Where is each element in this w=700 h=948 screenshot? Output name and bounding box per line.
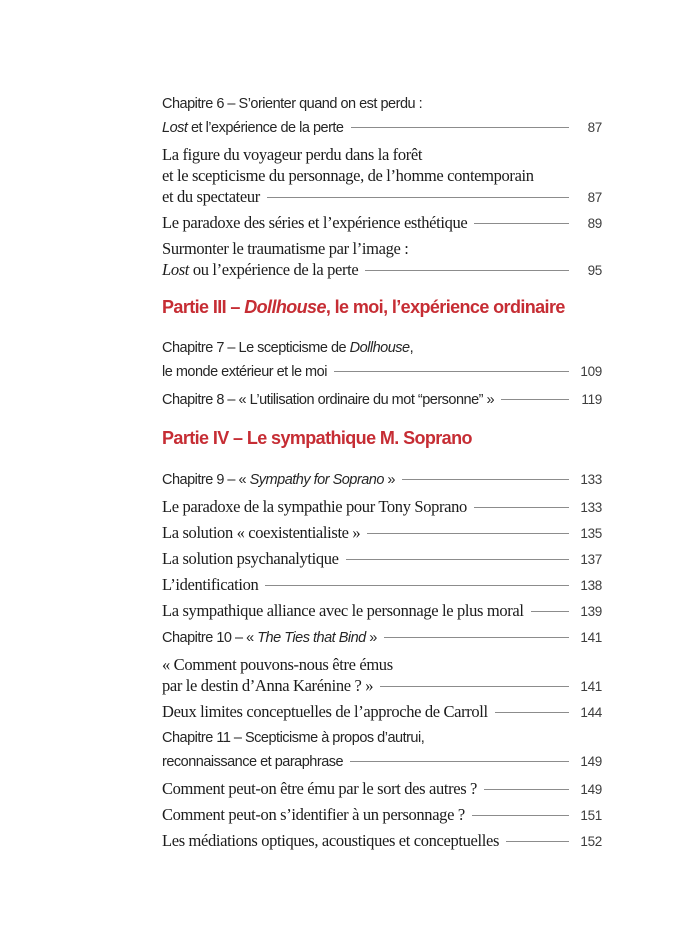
entry-line <box>162 360 602 384</box>
text-segment: La sympathique alliance avec le personnage le plus moral <box>162 601 524 620</box>
toc-entry <box>162 804 602 826</box>
text-segment: Chapitre 10 – « <box>162 630 258 646</box>
page-number: 119 <box>581 392 602 407</box>
entry-line <box>162 548 602 570</box>
text-segment: ou l’expérience de la perte <box>189 260 359 279</box>
toc-entry <box>162 337 602 384</box>
leader-line <box>346 559 569 560</box>
entry-text <box>162 655 393 674</box>
leader-line <box>484 789 569 790</box>
toc-entry <box>162 626 602 650</box>
part-heading <box>162 295 602 319</box>
entry-text <box>162 212 467 233</box>
text-segment: Deux limites conceptuelles de l’approche de Carroll <box>162 702 488 721</box>
leader-line <box>495 712 569 713</box>
toc-list <box>162 93 602 852</box>
leader-line <box>506 841 569 842</box>
page-number: 137 <box>580 552 602 567</box>
leader-line <box>402 479 569 480</box>
entry-line <box>162 778 602 800</box>
text-segment: Chapitre 9 – « <box>162 472 250 488</box>
toc-entry <box>162 496 602 518</box>
entry-text <box>162 627 377 650</box>
text-segment: Les médiations optiques, acoustiques et conceptuelles <box>162 831 500 850</box>
entry-text <box>162 804 465 825</box>
text-segment: La figure du voyageur perdu dans la forêt <box>162 145 423 164</box>
entry-text <box>162 259 358 280</box>
entry-text <box>162 496 467 517</box>
page-number: 151 <box>580 808 602 823</box>
toc-entry <box>162 600 602 622</box>
entry-line <box>162 574 602 596</box>
text-segment: Comment peut-on être ému par le sort des autres ? <box>162 779 478 798</box>
toc-entry <box>162 548 602 570</box>
leader-line <box>334 371 569 372</box>
entry-line <box>162 600 602 622</box>
entry-text <box>162 751 343 774</box>
entry-text <box>162 469 395 492</box>
toc-entry <box>162 830 602 852</box>
page-number: 141 <box>580 630 602 645</box>
entry-line <box>162 212 602 234</box>
leader-line <box>365 270 569 271</box>
text-segment: , le moi, l’expérience ordinaire <box>325 297 565 317</box>
toc-entry <box>162 144 602 208</box>
page-number: 95 <box>587 263 602 278</box>
entry-line <box>162 830 602 852</box>
entry-text <box>162 574 258 595</box>
entry-line <box>162 750 602 774</box>
text-segment: Surmonter le traumatisme par l’image : <box>162 239 409 258</box>
text-segment: et l’expérience de la perte <box>187 120 344 136</box>
entry-text <box>162 361 327 384</box>
toc-entry <box>162 727 602 774</box>
text-segment: L’identification <box>162 575 259 594</box>
entry-line <box>162 337 602 360</box>
leader-line <box>472 815 569 816</box>
text-segment: Partie III – <box>162 297 245 317</box>
leader-line <box>367 533 569 534</box>
italic-text: Dollhouse <box>349 340 410 356</box>
text-segment: La solution « coexistentialiste » <box>162 523 361 542</box>
toc-entry <box>162 93 602 140</box>
page-number: 109 <box>580 364 602 379</box>
leader-line <box>501 399 569 400</box>
leader-line <box>267 197 569 198</box>
entry-line <box>162 259 602 281</box>
text-segment: , <box>409 340 414 356</box>
leader-line <box>351 127 570 128</box>
text-segment: Le paradoxe de la sympathie pour Tony Soprano <box>162 497 467 516</box>
toc-entry <box>162 778 602 800</box>
entry-text <box>162 675 373 696</box>
text-segment: » <box>383 472 395 488</box>
toc-entry <box>162 388 602 412</box>
entry-text <box>162 701 488 722</box>
page-number: 138 <box>580 578 602 593</box>
entry-text <box>162 830 499 851</box>
leader-line <box>531 611 569 612</box>
italic-text: Lost <box>162 120 188 136</box>
part-heading <box>162 426 602 450</box>
entry-line <box>162 654 602 675</box>
page-number: 141 <box>580 679 602 694</box>
entry-text <box>162 239 409 258</box>
text-segment: Chapitre 6 – S’orienter quand on est perdu : <box>162 96 423 112</box>
leader-line <box>474 507 569 508</box>
text-segment: Chapitre 11 – Scepticisme à propos d’autrui, <box>162 730 425 746</box>
entry-text <box>162 186 260 207</box>
toc-entry <box>162 468 602 492</box>
page-number: 139 <box>580 604 602 619</box>
leader-line <box>474 223 569 224</box>
text-segment: reconnaissance et paraphrase <box>162 754 344 770</box>
text-segment: le monde extérieur et le moi <box>162 364 327 380</box>
entry-line <box>162 522 602 544</box>
page-number: 135 <box>580 526 602 541</box>
text-segment: La solution psychanalytique <box>162 549 339 568</box>
toc-entry <box>162 212 602 234</box>
entry-line <box>162 238 602 259</box>
entry-line <box>162 701 602 723</box>
page-number: 133 <box>580 472 602 487</box>
entry-text <box>162 389 494 412</box>
leader-line <box>265 585 569 586</box>
entry-line <box>162 804 602 826</box>
entry-line <box>162 165 602 186</box>
italic-text: Sympathy for Soprano <box>249 472 384 488</box>
text-segment: Le paradoxe des séries et l’expérience esthétique <box>162 213 468 232</box>
text-segment: Chapitre 7 – Le scepticisme de <box>162 340 350 356</box>
italic-text: Dollhouse <box>244 297 326 317</box>
entry-line <box>162 468 602 492</box>
entry-text <box>162 145 422 164</box>
entry-text <box>162 522 360 543</box>
page-number: 87 <box>587 120 602 135</box>
entry-text <box>162 96 422 112</box>
text-segment: et du spectateur <box>162 187 260 206</box>
entry-text <box>162 117 344 140</box>
entry-text <box>162 166 534 185</box>
italic-text: The Ties that Bind <box>257 630 366 646</box>
entry-line <box>162 93 602 116</box>
toc-entry <box>162 574 602 596</box>
italic-text: Lost <box>162 260 190 279</box>
toc-entry <box>162 654 602 697</box>
entry-line <box>162 144 602 165</box>
toc-entry <box>162 701 602 723</box>
toc-page <box>162 90 602 856</box>
page-number: 144 <box>580 705 602 720</box>
entry-text <box>162 548 339 569</box>
text-segment: » <box>365 630 377 646</box>
text-segment: Comment peut-on s’identifier à un personnage ? <box>162 805 465 824</box>
leader-line <box>384 637 569 638</box>
text-segment: et le scepticisme du personnage, de l’homme contemporain <box>162 166 534 185</box>
leader-line <box>380 686 569 687</box>
text-segment: « Comment pouvons-nous être émus <box>162 655 393 674</box>
entry-line <box>162 116 602 140</box>
entry-line <box>162 496 602 518</box>
entry-text <box>162 340 413 356</box>
entry-text <box>162 730 424 746</box>
page-number: 89 <box>587 216 602 231</box>
page-number: 149 <box>580 782 602 797</box>
entry-text <box>162 778 477 799</box>
entry-line <box>162 626 602 650</box>
page-number: 149 <box>580 754 602 769</box>
text-segment: par le destin d’Anna Karénine ? » <box>162 676 374 695</box>
page-number: 87 <box>587 190 602 205</box>
entry-text <box>162 600 524 621</box>
entry-line <box>162 675 602 697</box>
leader-line <box>350 761 569 762</box>
text-segment: Chapitre 8 – « L’utilisation ordinaire du mot “personne” » <box>162 392 495 408</box>
entry-line <box>162 388 602 412</box>
entry-line <box>162 186 602 208</box>
toc-entry <box>162 238 602 281</box>
page-number: 133 <box>580 500 602 515</box>
page-number: 152 <box>580 834 602 849</box>
text-segment: Partie IV – Le sympathique M. Soprano <box>162 428 472 448</box>
toc-entry <box>162 522 602 544</box>
entry-line <box>162 727 602 750</box>
